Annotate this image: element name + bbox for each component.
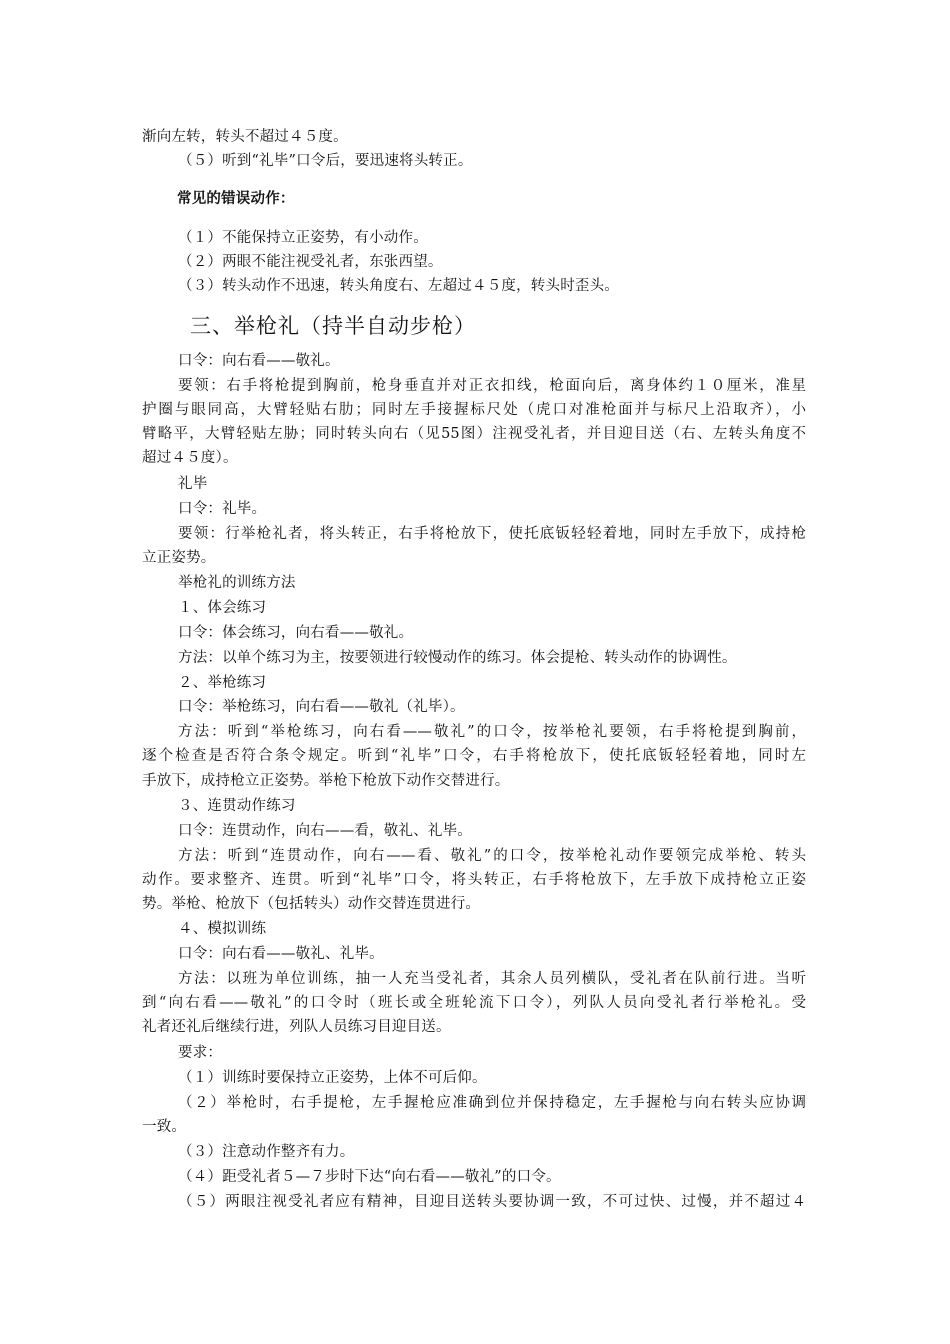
text-line: 超过４５度）。: [142, 450, 238, 466]
text-line: 口令：向右看——敬礼、礼毕。: [178, 946, 384, 962]
text-line: 要领：行举枪礼者，将头转正，右手将枪放下，使托底钣轻轻着地，同时左手放下，成持枪: [178, 526, 806, 542]
text-line: （１）训练时要保持立正姿势，上体不可后仰。: [178, 1070, 487, 1086]
text-line: 口令：向右看——敬礼。: [178, 353, 340, 369]
text-line: （１）不能保持立正姿势，有小动作。: [178, 230, 428, 246]
text-line: 逐个检查是否符合条令规定。听到“礼毕”口令，右手将枪放下，使托底钣轻轻着地，同时左: [142, 748, 806, 764]
text-line: （２）举枪时，右手提枪，左手握枪应准确到位并保持稳定，左手握枪与向右转头应协调: [178, 1095, 806, 1111]
text-line: 臂略平，大臂轻贴左胁；同时转头向右（见55图）注视受礼者，并目迎目送（右、左转头角度不: [142, 426, 806, 442]
text-line: （５）两眼注视受礼者应有精神，目迎目送转头要协调一致，不可过快、过慢，并不超过４: [178, 1194, 806, 1210]
text-line: 要领：右手将枪提到胸前，枪身垂直并对正衣扣线，枪面向后，离身体约１０厘米，准星: [178, 378, 806, 394]
text-line: 礼毕: [178, 476, 208, 492]
text-line: 口令：举枪练习，向右看——敬礼（礼毕）。: [178, 699, 465, 715]
text-line: 要求：: [178, 1045, 223, 1061]
text-line: 到“向右看——敬礼”的口令时（班长或全班轮流下口令），列队人员向受礼者行举枪礼。受: [142, 995, 806, 1011]
text-line: 一致。: [142, 1119, 187, 1135]
text-line: 立正姿势。: [142, 550, 216, 566]
text-line: （３）转头动作不迅速，转头角度右、左超过４５度，转头时歪头。: [178, 278, 619, 294]
text-line: ４、模拟训练: [178, 921, 267, 937]
text-line: 渐向左转，转头不超过４５度。: [142, 129, 348, 145]
text-line: （３）注意动作整齐有力。: [178, 1144, 355, 1160]
text-line: （５）听到“礼毕”口令后，要迅速将头转正。: [178, 153, 473, 169]
section-heading: 三、举枪礼（持半自动步枪）: [190, 314, 476, 338]
text-line: 口令：连贯动作，向右——看，敬礼、礼毕。: [178, 823, 472, 839]
text-line: 方法：以单个练习为主，按要领进行较慢动作的练习。体会提枪、转头动作的协调性。: [178, 650, 737, 666]
text-line: 方法：听到“连贯动作，向右——看、敬礼”的口令，按举枪礼动作要领完成举枪、转头: [178, 848, 806, 864]
section-subheading: 常见的错误动作：: [177, 191, 295, 207]
text-line: 礼者还礼后继续行进，列队人员练习目迎目送。: [142, 1019, 451, 1035]
text-line: 手放下，成持枪立正姿势。举枪下枪放下动作交替进行。: [142, 773, 510, 789]
text-line: （２）两眼不能注视受礼者，东张西望。: [178, 254, 443, 270]
text-line: １、体会练习: [178, 600, 267, 616]
text-line: 方法：以班为单位训练，抽一人充当受礼者，其余人员列横队，受礼者在队前行进。当听: [178, 971, 806, 987]
text-line: 护圈与眼同高，大臂轻贴右肋；同时左手接握标尺处（虎口对准枪面并与标尺上沿取齐），小: [142, 402, 806, 418]
text-line: （４）距受礼者５—７步时下达“向右看——敬礼”的口令。: [178, 1169, 561, 1185]
text-line: ２、举枪练习: [178, 675, 267, 691]
text-line: 口令：礼毕。: [178, 501, 267, 517]
text-line: 方法：听到“举枪练习，向右看——敬礼”的口令，按举枪礼要领，右手将枪提到胸前，: [178, 724, 806, 740]
text-line: 势。举枪、枪放下（包括转头）动作交替连贯进行。: [142, 896, 481, 912]
text-line: 动作。要求整齐、连贯。听到“礼毕”口令，将头转正，右手将枪放下，左手放下成持枪立正姿: [142, 872, 806, 888]
text-line: 举枪礼的训练方法: [178, 575, 296, 591]
text-line: ３、连贯动作练习: [178, 798, 296, 814]
text-line: 口令：体会练习，向右看——敬礼。: [178, 625, 414, 641]
